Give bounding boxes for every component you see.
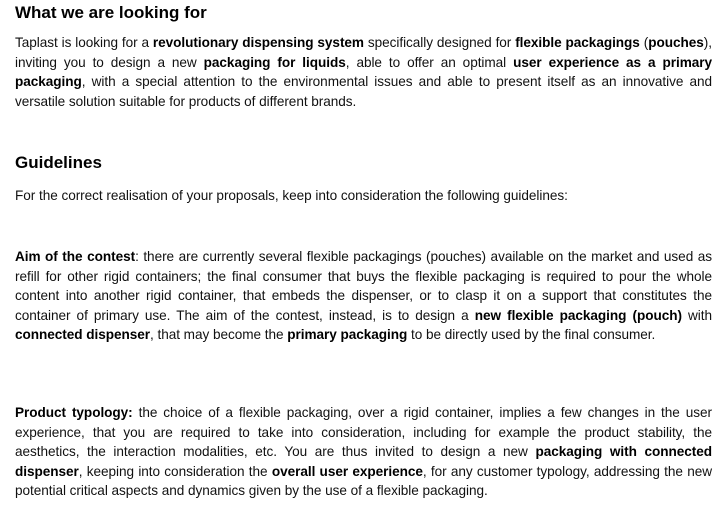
product-typology-paragraph — [15, 403, 712, 501]
paragraph-text: Aim of the contest: there are currently several flexible packagings (pouches) available on the market and used as refill for other rigid containers; the final consumer that buys the flexible packaging is required to pour the whole content into another rigid container, that embeds the dispenser, or to clasp it on a support that constitutes the container of primary use. The aim of the contest, instead, is to design a new flexible packaging (pouch) with connected dispenser, that may become the primary packaging to be directly used by the final consumer. — [15, 249, 713, 343]
paragraph-text: Product typology: the choice of a flexible packaging, over a rigid container, implies a few changes in the user experience, that you are required to take into consideration, including for example the product stability, the aesthetics, the interaction modalities, etc. You are thus invited to design a new packaging with connected dispenser, keeping into consideration the overall user experience, for any customer typology, addressing the new potential critical aspects and dynamics given by the use of a flexible packaging. — [15, 405, 712, 499]
section-title-looking-for: What we are looking for — [15, 3, 207, 22]
aim-of-contest-paragraph — [15, 247, 712, 345]
guidelines-intro — [15, 186, 712, 206]
looking-for-paragraph — [15, 33, 712, 111]
intro-text: For the correct realisation of your proposals, keep into consideration the following guidelines: — [15, 188, 568, 203]
section-title-guidelines: Guidelines — [15, 153, 102, 172]
paragraph-text: Taplast is looking for a revolutionary dispensing system specifically designed for flexible packagings (pouches), inviting you to design a new packaging for liquids, able to offer an optimal user experience as a primary packaging, with a special attention to the environmental issues and able to present itself as an innovative and versatile solution suitable for products of different brands. — [15, 35, 712, 109]
